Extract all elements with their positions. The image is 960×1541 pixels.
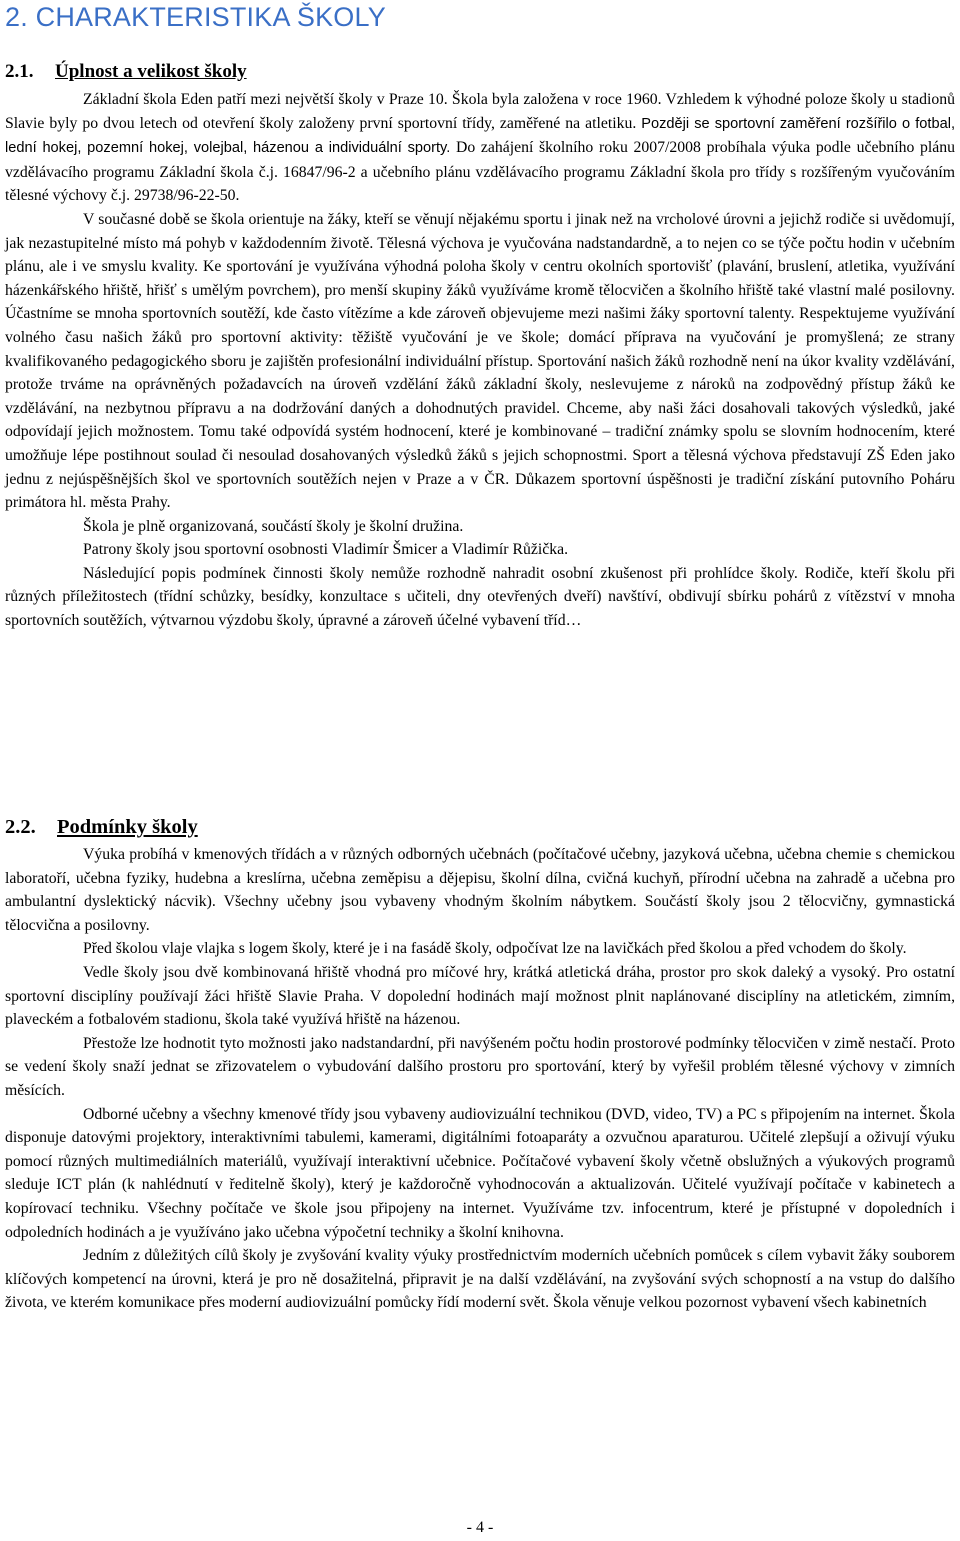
paragraph-text: Do zahájení školního roku 2007/2008 probíhala výuka podle učebního plánu vzdělávacího programu Základní škola č.j. 16847/96-2 a učebního plánu vzdělávacího programu Základní škola pro třídy s rozšířeným vyučováním tělesné výchovy č.j. 29738/96-22-50.	[5, 139, 955, 205]
paragraph: Přestože lze hodnotit tyto možnosti jako nadstandardní, při navýšeném počtu hodin prostorové podmínky tělocvičen v zimě nestačí. Proto se vedení školy snaží jednat se zřizovatelem o vybudování dalšího prostoru pro sportování, který by vyřešil problém tělesné výchovy v zimních měsících.	[5, 1034, 955, 1099]
section-heading	[5, 816, 955, 839]
paragraph: Škola je plně organizovaná, součástí školy je školní družina.	[83, 517, 464, 535]
paragraph-text: Základní škola Eden patří mezi největší školy v Praze 10. Škola byla založena v roce 1960. Vzhledem k výhodné poloze školy u stadionů Slavie byly po dvou letech od otevření školy založeny první sportovní třídy, zaměřené na atletiku.	[5, 91, 955, 132]
section-heading	[5, 61, 955, 83]
chapter-title: 2. CHARAKTERISTIKA ŠKOLY	[5, 2, 386, 32]
paragraph: Výuka probíhá v kmenových třídách a v různých odborných učebnách (počítačové učebny, jazyková učebna, učebna chemie s chemickou laboratoří, učebna fyziky, hudebna a kreslírna, učebna zeměpisu a dějepisu, školní dílna, cvičná kuchyň, přírodní učebna na zahradě a učebna pro ambulantní dyslektický nácvik). Všechny učebny jsou vybaveny vhodným školním nábytkem. Součástí školy jsou 2 tělocvičny, gymnastická tělocvična a posilovny.	[5, 846, 955, 934]
section-body	[5, 843, 955, 1315]
page-number: - 4 -	[466, 1519, 494, 1536]
paragraph-text-sans: Později se sportovní zaměření rozšířilo o fotbal, lední hokej, pozemní hokej, volejbal, házenou a individuální sporty.	[5, 115, 955, 157]
paragraph: V současné době se škola orientuje na žáky, kteří se věnují nějakému sportu i jinak než na vrcholové úrovni a jejichž rodiče si uvědomují, jak nezastupitelné místo má pohyb v každodenním životě. Tělesná výchova je vyučována nadstandardně, a to nejen co se týče počtu hodin v učebním plánu, ale i ve smyslu kvality. Ke sportování je využívána výhodná poloha školy v centru okolních sportovišť (plavání, bruslení, atletika, využívání házenkářského hřiště, hřišť s umělým povrchem), pro menší skupiny žáků využíváme kromě tělocvičen a školního hřiště také vlastní malé posilovny. Účastníme se mnoha sportovních soutěží, kde často vítězíme a kde zároveň objevujeme mezi našimi žáky sportovní talenty. Respektujeme využívání volného času našich žáků pro sportovní aktivity: těžiště vyučování je ve škole; domácí příprava na vyučování je promyšlená; ze strany kvalifikovaného pedagogického sboru je zajištěn profesionální individuální přístup. Sportování našich žáků rozhodně není na úkor kvality vzdělávání, protože trváme na oprávněných požadavcích na úroveň vzdělání žáků základní školy, neslevujeme z nároků na zodpovědný přístup žáků ke vzdělávání, na nezbytnou přípravu a na dodržování daných a dohodnutých pravidel. Chceme, aby naši žáci dosahovali takových výsledků, jaké odpovídají jejich možnostem. Tomu také odpovídá systém hodnocení, které je kombinované – tradiční známky spolu se slovním hodnocením, které umožňuje lépe postihnout soulad či nesoulad dosahovaných výsledků žáků s jejich schopnostmi. Sport a tělesná výchova představují ZŠ Eden jako jednu z nejúspěšnějších škol ve sportovních soutěžích nejen v Praze a v ČR. Důkazem sportovní úspěšnosti je tradiční získání putovního Poháru primátora hl. města Prahy.	[5, 210, 955, 512]
section-body	[5, 88, 955, 633]
paragraph: Odborné učebny a všechny kmenové třídy jsou vybaveny audiovizuální technikou (DVD, video, TV) a PC s připojením na internet. Škola disponuje datovými projektory, interaktivními tabulemi, kamerami, digitálními fotoaparáty a ozvučnou aparaturou. Učitelé zlepšují a oživují výuku pomocí různých multimediálních materiálů, využívají interaktivní učebnice. Počítačové vybavení školy včetně obslužných a výukových programů sleduje ICT plán (k nahlédnutí v ředitelně školy), který je každoročně vyhodnocován a aktualizován. Učitelé využívají počítače v kabinetech a kopírovací techniku. Všechny počítače ve škole jsou připojeny na internet. Využíváme tzv. infocentrum, které je přístupné v dopoledních i odpoledních hodinách a je využíváno jako učebna výpočetní techniky a školní knihovna.	[5, 1105, 955, 1241]
paragraph	[5, 88, 955, 208]
paragraph: Jedním z důležitých cílů školy je zvyšování kvality výuky prostřednictvím moderních učebních pomůcek s cílem vybavit žáky souborem klíčových kompetencí na úrovni, která je pro ně dosažitelná, připravit je na další vzdělávání, na zvyšování svých schopností a na vstup do dalšího života, ve kterém komunikace přes moderní audiovizuální pomůcky řídí moderní svět. Škola věnuje velkou pozornost vybavení všech kabinetních	[5, 1247, 955, 1312]
paragraph: Vedle školy jsou dvě kombinovaná hřiště vhodná pro míčové hry, krátká atletická dráha, prostor pro skok daleký a vysoký. Pro ostatní sportovní disciplíny používají žáci hřiště Slavie Praha. V dopolední hodinách mají možnost plnit naplánované disciplíny na atletickém, zimním, plaveckém a fotbalovém stadionu, škola také využívá hřiště na házenou.	[5, 963, 955, 1029]
paragraph: Před školou vlaje vlajka s logem školy, které je i na fasádě školy, odpočívat lze na lavičkách před školou a před vchodem do školy.	[83, 940, 907, 958]
paragraph: Následující popis podmínek činnosti školy nemůže rozhodně nahradit osobní zkušenost při prohlídce školy. Rodiče, kteří školu při různých příležitostech (třídní schůzky, besídky, konzultace s učiteli, dny otevřených dveří) navštíví, obdivují sbírku pohárů z vítězství v mnoha sportovních soutěžích, výtvarnou výzdobu školy, úpravné a zároveň účelné vybavení tříd…	[5, 564, 955, 630]
section-title: Úplnost a velikost školy	[55, 61, 247, 82]
section-title: Podmínky školy	[57, 816, 198, 838]
section-number: 2.2.	[5, 816, 36, 838]
section-number: 2.1.	[5, 61, 34, 82]
paragraph: Patrony školy jsou sportovní osobnosti Vladimír Šmicer a Vladimír Růžička.	[83, 541, 569, 559]
